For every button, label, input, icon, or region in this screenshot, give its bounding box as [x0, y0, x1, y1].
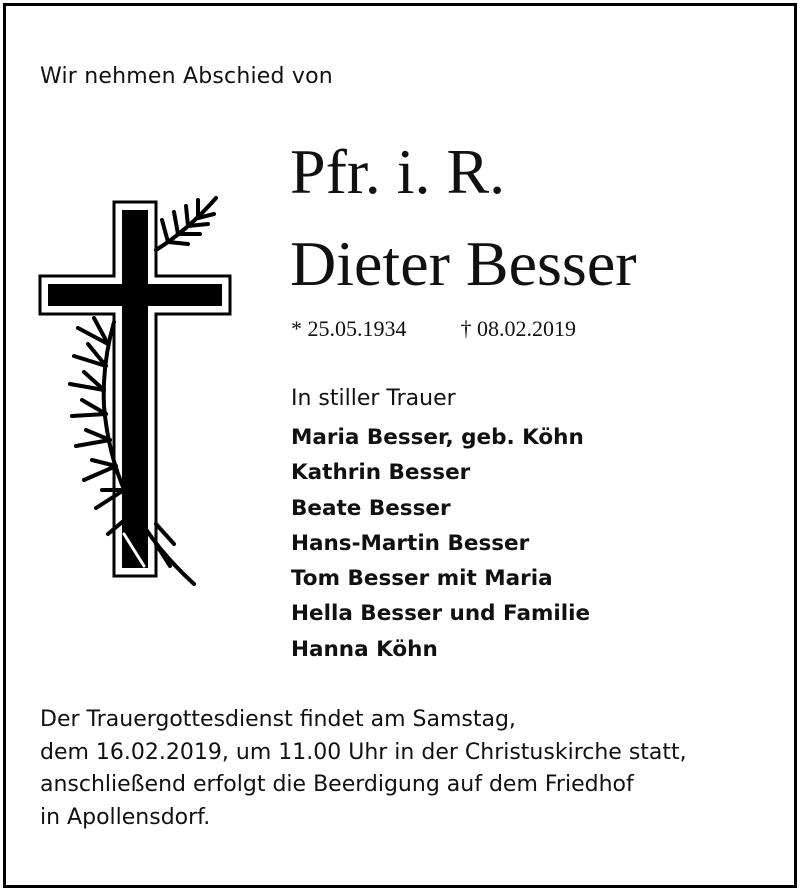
- mourner-name: Hella Besser und Familie: [291, 601, 591, 627]
- obituary-frame: [3, 3, 797, 888]
- mourner-name: Tom Besser mit Maria: [291, 566, 553, 592]
- mourner-name: Beate Besser: [291, 495, 451, 521]
- life-dates: [291, 316, 576, 342]
- cross-with-palm-branch-icon: [38, 194, 238, 586]
- mourners-list: [291, 420, 590, 667]
- mourner-name: Maria Besser, geb. Köhn: [291, 425, 584, 450]
- birth-date: * 25.05.1934: [291, 316, 407, 341]
- intro-text: Wir nehmen Abschied von: [40, 64, 333, 89]
- deceased-title: Pfr. i. R.: [290, 136, 506, 207]
- mourning-heading: In stiller Trauer: [291, 386, 456, 411]
- mourner-name: Kathrin Besser: [291, 460, 471, 486]
- mourner-name: Hans-Martin Besser: [291, 530, 530, 556]
- notice-line: in Apollensdorf.: [40, 804, 211, 830]
- notice-line: dem 16.02.2019, um 11.00 Uhr in der Christuskirche statt,: [40, 739, 687, 765]
- death-date: † 08.02.2019: [460, 316, 576, 341]
- service-notice: [40, 704, 687, 834]
- deceased-name: Dieter Besser: [290, 228, 637, 299]
- notice-line: Der Trauergottesdienst findet am Samstag,: [40, 707, 516, 732]
- mourner-name: Hanna Köhn: [291, 636, 438, 662]
- notice-line: anschließend erfolgt die Beerdigung auf dem Friedhof: [40, 772, 634, 797]
